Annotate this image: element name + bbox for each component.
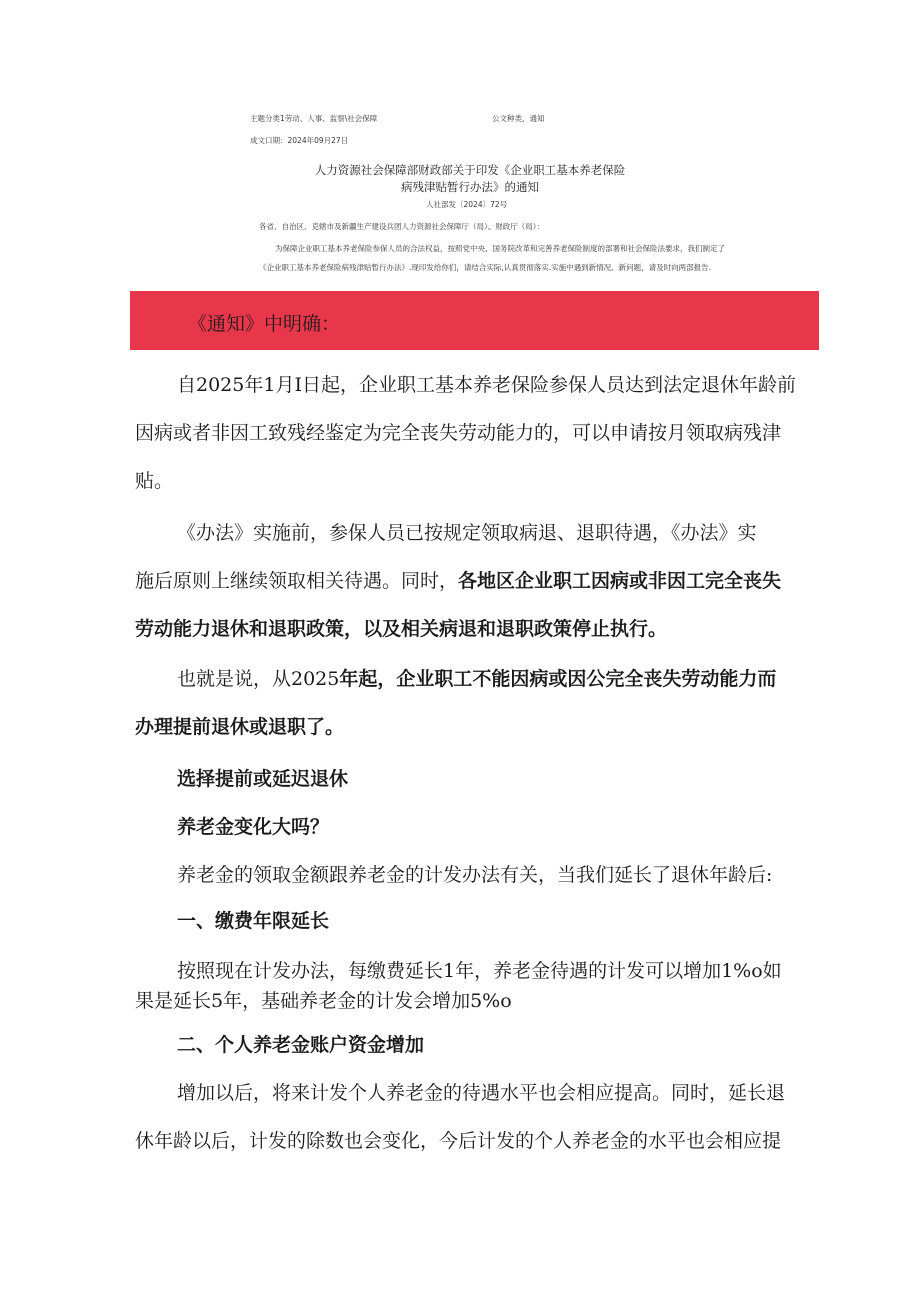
highlight-banner xyxy=(130,291,819,350)
document-type: 公文种类，通知 xyxy=(492,114,545,123)
p2-line3: 劳动能力退休和退职政策，以及相关病退和退职政策停止执行。 xyxy=(135,618,668,640)
issue-date: 成文口期：2024年09月27日 xyxy=(250,136,349,145)
document-title-line2: 病残津贴暂行办法》的通知 xyxy=(401,180,539,194)
document-title xyxy=(270,162,670,196)
p4-line1: 养老金的领取金额跟养老金的计发办法有关，当我们延长了退休年龄后: xyxy=(177,864,773,886)
document-number: 人社部发〔2024〕72号 xyxy=(426,200,508,209)
header-body-line1: 为保障企业职工基本养老保险参保人员的合法权益，按照党中央、国务院改革和完善养老保险制度的部署和社会保险法要求，我们制定了 xyxy=(275,244,725,253)
heading-account-increase: 二、个人养老金账户资金增加 xyxy=(177,1034,425,1056)
subject-category: 主题分类1劳动、人事、监察\社会保障 xyxy=(250,114,378,123)
p3-line1-normal: 也就是说，从2025 xyxy=(177,668,340,690)
p5-line1: 按照现在计发办法，每缴费延长1年，养老金待遇的计发可以增加1%o如 xyxy=(177,960,782,982)
p1-line3: 贴。 xyxy=(135,470,174,492)
heading-choose-retirement: 选择提前或延迟退休 xyxy=(177,768,349,790)
heading-pension-change: 养老金变化大吗？ xyxy=(177,816,330,838)
p3-line1-bold: 年起，企业职工不能因病或因公完全丧失劳动能力而 xyxy=(339,668,777,690)
heading-contribution-years: 一、缴费年限延长 xyxy=(177,910,330,932)
document-title-line1: 人力资源社会保障部财政部关于印发《企业职工基本养老保险 xyxy=(314,163,626,177)
p2-line2-bold: 各地区企业职工因病或非因工完全丧失 xyxy=(458,570,782,592)
recipients: 各省、自治区、克辖市及新疆生产建设兵团人力资源社会保障厅（局）、财政厅（局）： xyxy=(259,222,544,231)
p2-line2 xyxy=(135,566,781,593)
p6-line2: 休年龄以后，计发的除数也会变化，今后计发的个人养老金的水平也会相应提 xyxy=(135,1130,782,1152)
banner-text: 《通知》中明确： xyxy=(188,313,341,335)
p5-line2: 果是延长5年，基础养老金的计发会增加5%o xyxy=(135,990,512,1012)
p2-line1: 《办法》实施前，参保人员已按规定领取病退、退职待遇，《办法》实 xyxy=(177,522,757,544)
p3-line2: 办理提前退休或退职了。 xyxy=(135,716,345,738)
p2-line2-normal: 施后原则上继续领取相关待遇。同时， xyxy=(135,570,459,592)
header-body-line2: 《企业职工基本养老保险病残津贴暂行办法》.现印发给你们，请结合实际,认真贯彻落实.实施中遇到新情况、新问题，请及时向两部报告. xyxy=(259,263,712,272)
p6-line1: 增加以后，将来计发个人养老金的待遇水平也会相应提高。同时，延长退 xyxy=(177,1082,786,1104)
p3-line1 xyxy=(177,664,776,691)
p1-line1: 自2025年1月I日起，企业职工基本养老保险参保人员达到法定退休年龄前 xyxy=(177,374,796,396)
p1-line2: 因病或者非因工致残经鉴定为完全丧失劳动能力的，可以申请按月领取病残津 xyxy=(135,422,782,444)
